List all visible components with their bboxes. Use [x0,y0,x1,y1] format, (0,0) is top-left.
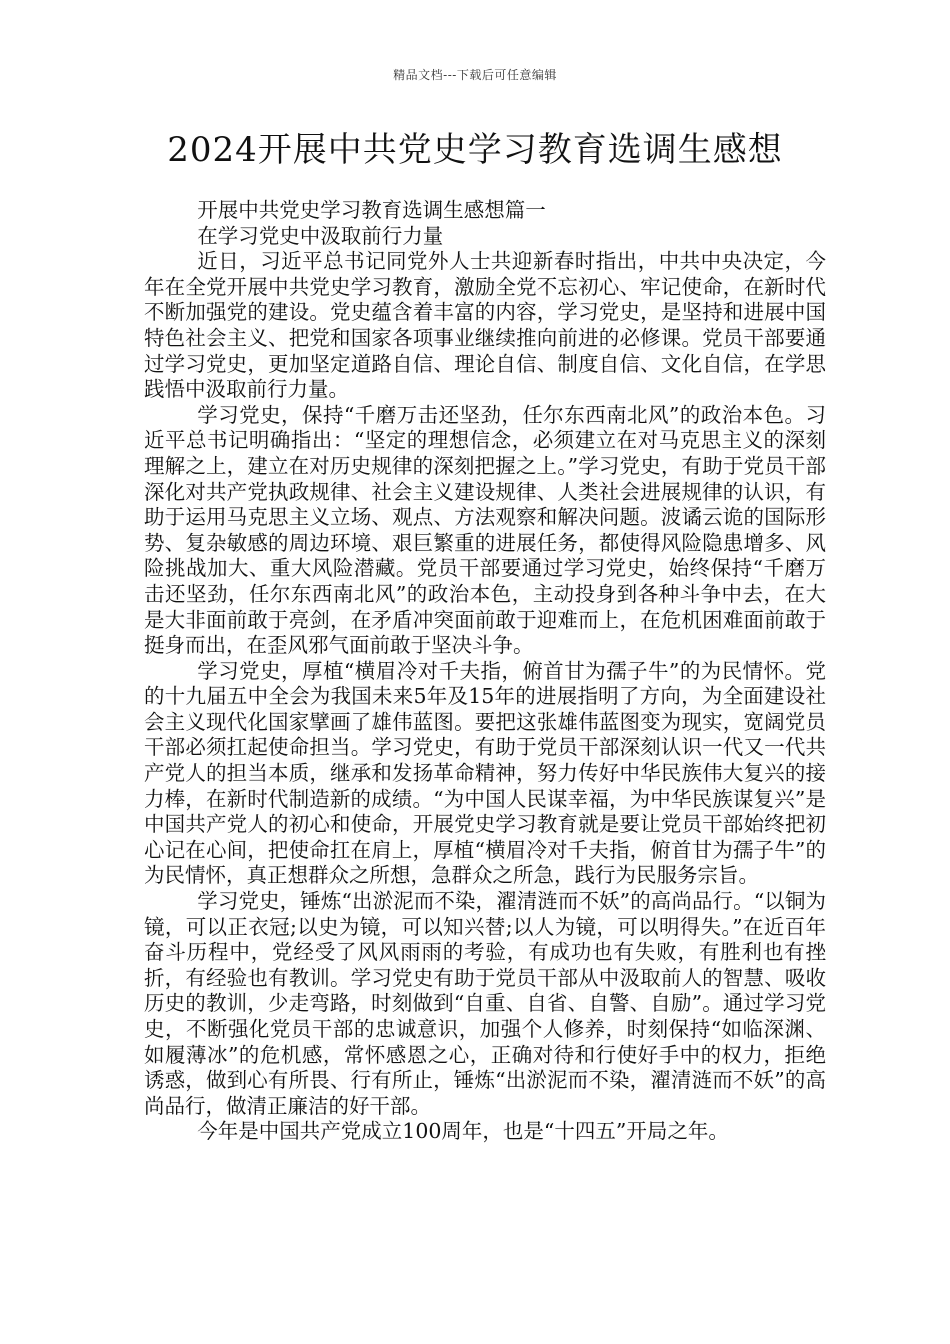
paragraph: 学习党史，保持“千磨万击还坚劲，任尔东西南北风”的政治本色。习近平总书记明确指出：“坚定的理想信念，必须建立在对马克思主义的深刻理解之上，建立在对历史规律的深刻把握之上。”学习党史，有助于党员干部深化对共产党执政规律、社会主义建设规律、人类社会进展规律的认识，有助于运用马克思主义立场、观点、方法观察和解决问题。波谲云诡的国际形势、复杂敏感的周边环境、艰巨繁重的进展任务，都使得风险隐患增多、风险挑战加大、重大风险潜藏。党员干部要通过学习党史，始终保持“千磨万击还坚劲，任尔东西南北风”的政治本色，主动投身到各种斗争中去，在大是大非面前敢于亮剑，在矛盾冲突面前敢于迎难而上，在危机困难面前敢于挺身而出，在歪风邪气面前敢于坚决斗争。 [144,402,826,658]
paragraph: 近日，习近平总书记同党外人士共迎新春时指出，中共中央决定，今年在全党开展中共党史学习教育，激励全党不忘初心、牢记使命，在新时代不断加强党的建设。党史蕴含着丰富的内容，学习党史，是坚持和进展中国特色社会主义、把党和国家各项事业继续推向前进的必修课。党员干部要通过学习党史，更加坚定道路自信、理论自信、制度自信、文化自信，在学思践悟中汲取前行力量。 [144,249,826,402]
document-body [144,198,826,1145]
document-title: 2024开展中共党史学习教育选调生感想 [167,130,783,170]
article-title: 在学习党史中汲取前行力量 [197,223,444,248]
running-header: 精品文档---下载后可任意编辑 [393,68,557,82]
paragraph: 今年是中国共产党成立100周年，也是“十四五”开局之年。 [197,1119,729,1144]
paragraph: 学习党史，锤炼“出淤泥而不染，濯清涟而不妖”的高尚品行。“以铜为镜，可以正衣冠;以史为镜，可以知兴替;以人为镜，可以明得失。”在近百年奋斗历程中，党经受了风风雨雨的考验，有成功也有失败，有胜利也有挫折，有经验也有教训。学习党史有助于党员干部从中汲取前人的智慧、吸收历史的教训，少走弯路，时刻做到“自重、自省、自警、自励”。通过学习党史，不断强化党员干部的忠诚意识，加强个人修养，时刻保持“如临深渊、如履薄冰”的危机感，常怀感恩之心，正确对待和行使好手中的权力，拒绝诱惑，做到心有所畏、行有所止，锤炼“出淤泥而不染，濯清涟而不妖”的高尚品行，做清正廉洁的好干部。 [144,889,826,1118]
paragraph: 学习党史，厚植“横眉冷对千夫指，俯首甘为孺子牛”的为民情怀。党的十九届五中全会为我国未来5年及15年的进展指明了方向，为全面建设社会主义现代化国家擘画了雄伟蓝图。要把这张雄伟蓝图变为现实，宽阔党员干部必须扛起使命担当。学习党史，有助于党员干部深刻认识一代又一代共产党人的担当本质，继承和发扬革命精神，努力传好中华民族伟大复兴的接力棒，在新时代制造新的成绩。“为中国人民谋幸福，为中华民族谋复兴”是中国共产党人的初心和使命，开展党史学习教育就是要让党员干部始终把初心记在心间，把使命扛在肩上，厚植“横眉冷对千夫指，俯首甘为孺子牛”的为民情怀，真正想群众之所想，急群众之所急，践行为民服务宗旨。 [144,658,826,888]
section-heading: 开展中共党史学习教育选调生感想篇一 [197,198,546,222]
